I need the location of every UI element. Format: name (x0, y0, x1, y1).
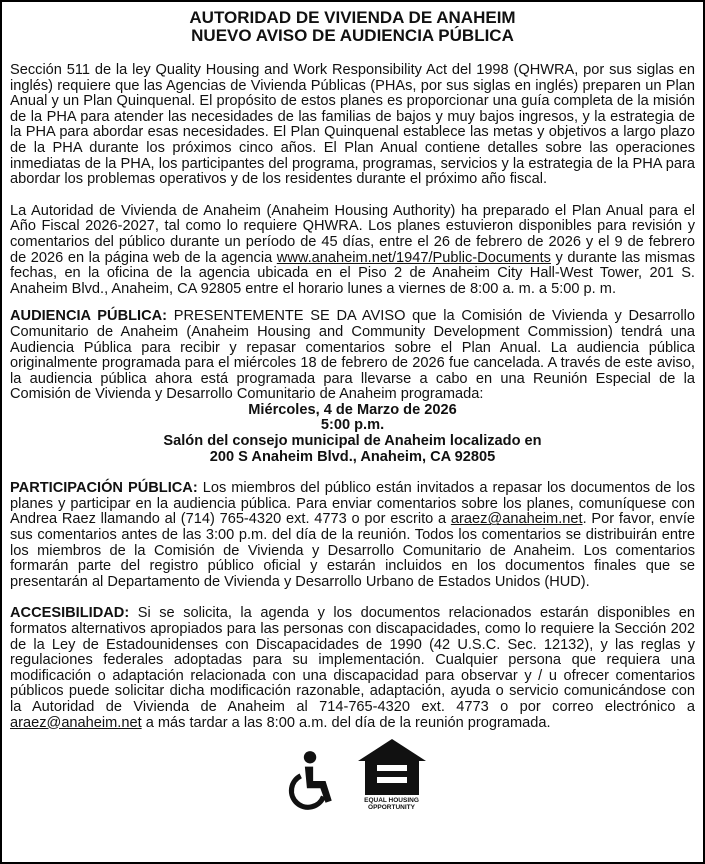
participation-email-link[interactable]: araez@anaheim.net (450, 511, 583, 528)
participation-text-before: Los miembros del público están invitados a repasar los documentos de los planes y participar en la audiencia pública. Para enviar comentarios sobre los planes, comuníquese con Andrea Raez llamando al (714) 765-4320 ext. 4773 o por escrito a (10, 480, 695, 528)
intro-paragraph: Sección 511 de la ley Quality Housing and Work Responsibility Act del 1998 (QHWRA, por sus siglas en inglés) requiere que las Agencias de Vivienda Públicas (PHAs, por sus siglas en inglés) preparen un Plan Anual y un Plan Quinquenal. El propósito de estos planes es proporcionar una guía completa de la misión de la PHA para atender las necesidades de las familias de bajos y muy bajos ingresos, y la estrategia de la PHA para abordar esas necesidades. El Plan Quinquenal establece las metas y objetivos a largo plazo de la PHA durante los próximos cinco años. El Plan Anual contiene detalles sobre las operaciones inmediatas de la PHA, los participantes del programa, programas, servicios y la estrategia de la PHA para abordar los problemas operativos y de los residentes durante el próximo año fiscal. (10, 62, 695, 188)
participation-paragraph (10, 481, 695, 590)
equal-housing-caption (364, 797, 419, 811)
notice-title (10, 9, 695, 45)
hearing-paragraph (10, 309, 695, 403)
public-documents-link[interactable]: www.anaheim.net/1947/Public-Documents (276, 249, 551, 266)
equal-housing-logo (356, 737, 428, 811)
wheelchair-icon (278, 749, 340, 811)
equal-housing-caption-line-2: OPPORTUNITY (368, 804, 415, 812)
hearing-location-line-2: 200 S Anaheim Blvd., Anaheim, CA 92805 (209, 448, 496, 465)
hearing-date: Miércoles, 4 de Marzo de 2026 (248, 401, 457, 418)
accessibility-paragraph (10, 606, 695, 731)
hearing-label: AUDIENCIA PÚBLICA: (10, 308, 168, 325)
equal-housing-caption-line-1: EQUAL HOUSING (364, 797, 419, 805)
equal-housing-opportunity-icon (356, 737, 428, 797)
title-line-2: NUEVO AVISO DE AUDIENCIA PÚBLICA (191, 26, 514, 45)
hearing-section (10, 309, 695, 465)
title-line-1: AUTORIDAD DE VIVIENDA DE ANAHEIM (189, 8, 516, 27)
accessibility-text-before: Si se solicita, la agenda y los documentos relacionados estarán disponibles en formatos alternativos apropiados para las personas con discapacidades, como lo requiere la Sección 202 de la Ley de Estadounidenses con Discapacidades de 1990 (42 U.S.C. Sec. 12132), y las reglas y regulaciones federales adoptadas para su implementación. Cualquier persona que requiera una modificación o adaptación relacionada con una discapacidad para observar y / u ofrecer comentarios públicos puede solicitar dicha modificación razonable, adaptación, ayuda o servicio comunicándose con la Autoridad de Vivienda de Anaheim al 714-765-4320 ext. 4773 o por correo electrónico a (10, 605, 695, 715)
hearing-time: 5:00 p.m. (320, 417, 385, 434)
logo-row (10, 737, 695, 811)
availability-text-after: y durante las mismas fechas, en la oficina de la agencia ubicada en el Piso 2 de Anaheim City Hall-West Tower, 201 S. Anaheim Blvd., Anaheim, CA 92805 entre el horario lunes a viernes de 8:00 a. m. a 5:00 p. m. (10, 249, 696, 297)
accessibility-email-link[interactable]: araez@anaheim.net (10, 714, 142, 731)
availability-paragraph (10, 204, 695, 298)
hearing-text: PRESENTEMENTE SE DA AVISO que la Comisión de Vivienda y Desarrollo Comunitario de Anaheim (Anaheim Housing and Community Development Commission) tendrá una Audiencia Pública para recibir y repasar comentarios sobre el Plan Anual. La audiencia pública originalmente programada para el miércoles 18 de febrero de 2026 fue cancelada. A través de este aviso, la audiencia pública ahora está programada para llevarse a cabo en una Reunión Especial de la Comisión de Vivienda y Desarrollo Comunitario de Anaheim programada: (10, 308, 696, 403)
participation-label: PARTICIPACIÓN PÚBLICA: (10, 480, 198, 497)
hearing-location-line-1: Salón del consejo municipal de Anaheim localizado en (163, 433, 542, 450)
accessibility-text-after: a más tardar a las 8:00 a.m. del día de la reunión programada. (141, 714, 551, 731)
accessibility-label: ACCESIBILIDAD: (10, 605, 130, 622)
availability-text-before: La Autoridad de Vivienda de Anaheim (Anaheim Housing Authority) ha preparado el Plan Anual para el Año Fiscal 2026-2027, tal como lo requiere QHWRA. Los planes estuvieron disponibles para revisión y comentarios del público durante un período de 45 días, entre el 26 de febrero de 2026 y el 9 de febrero de 2026 en la página web de la agencia (10, 202, 695, 266)
participation-text-after: . Por favor, envíe sus comentarios antes de las 3:00 p.m. del día de la reunión. Todos los comentarios se distribuirán entre los miembros de la Comisión de Vivienda y Desarrollo Comunitario de Anaheim. Los comentarios formarán parte del registro público oficial y estarán incluidos en los documentos finales que se presentarán al Departamento de Vivienda y Desarrollo Urbano de Estados Unidos (HUD). (10, 511, 696, 590)
